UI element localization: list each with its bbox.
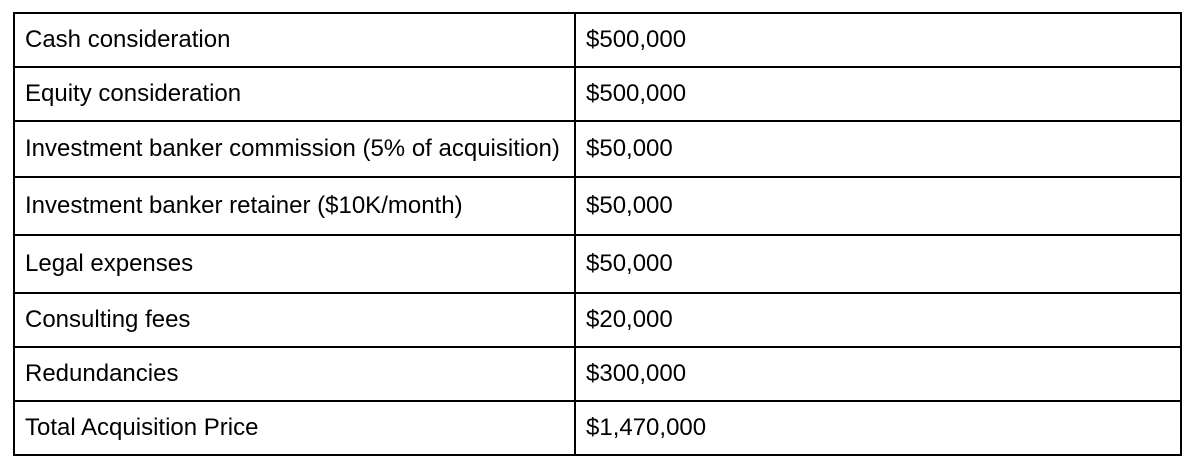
row-label: Legal expenses <box>14 235 575 293</box>
row-label: Investment banker retainer ($10K/month) <box>14 177 575 235</box>
row-value: $1,470,000 <box>575 401 1181 455</box>
table-row <box>14 13 1181 67</box>
row-label: Redundancies <box>14 347 575 401</box>
row-value: $50,000 <box>575 121 1181 177</box>
row-value: $20,000 <box>575 293 1181 347</box>
table-row <box>14 67 1181 121</box>
acquisition-cost-table <box>13 12 1182 456</box>
row-label: Total Acquisition Price <box>14 401 575 455</box>
table-row <box>14 347 1181 401</box>
row-value: $500,000 <box>575 13 1181 67</box>
row-label: Cash consideration <box>14 13 575 67</box>
row-value: $500,000 <box>575 67 1181 121</box>
row-value: $50,000 <box>575 177 1181 235</box>
table-row <box>14 401 1181 455</box>
row-label: Consulting fees <box>14 293 575 347</box>
table-row <box>14 177 1181 235</box>
table-row <box>14 293 1181 347</box>
table-row <box>14 235 1181 293</box>
row-value: $300,000 <box>575 347 1181 401</box>
table-row <box>14 121 1181 177</box>
row-value: $50,000 <box>575 235 1181 293</box>
row-label: Investment banker commission (5% of acquisition) <box>14 121 575 177</box>
row-label: Equity consideration <box>14 67 575 121</box>
